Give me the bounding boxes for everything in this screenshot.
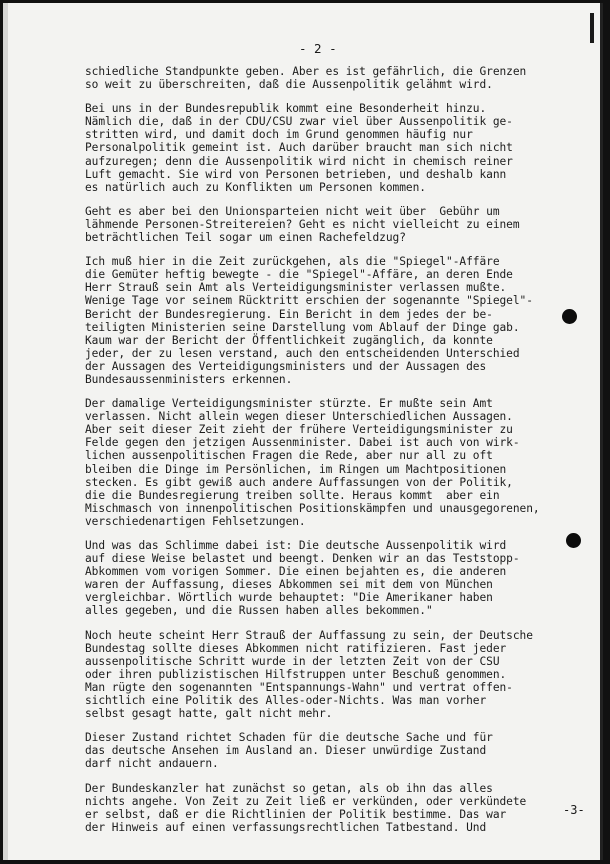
text-line: Mischmasch von innenpolitischen Positionskämpfen und unausgegorenen, (85, 501, 540, 515)
text-line: Und was das Schlimme dabei ist: Die deutsche Aussenpolitik wird (85, 539, 507, 552)
text-line: der Hinweis auf einen verfassungsrechtlichen Tatbestand. Und (85, 820, 487, 834)
document-page (3, 3, 603, 860)
paragraph (85, 782, 585, 834)
text-line: Bei uns in der Bundesrepublik kommt eine Besonderheit hinzu. (85, 102, 487, 116)
text-line: Kaum war der Bericht der Öffentlichkeit zugänglich, da konnte (85, 333, 493, 347)
text-line: Nämlich die, daß in der CDU/CSU zwar viel über Aussenpolitik ge- (85, 115, 513, 129)
text-line: auf diese Weise belastet und beengt. Denken wir an das Teststopp- (85, 552, 520, 566)
scan-edge-shadow (3, 3, 8, 860)
text-line: Wenige Tage vor seinem Rücktritt erschien der sogenannte "Spiegel"- (85, 294, 533, 308)
text-line: der Aussagen des Verteidigungsministers und der Aussagen des (85, 359, 487, 373)
text-line: jeder, der zu lesen verstand, auch den entscheidenden Unterschied (85, 346, 520, 360)
text-line: Felde gegen den jetzigen Aussenminister. Dabei ist auch von wirk- (85, 436, 520, 450)
text-line: lähmende Personen-Streitereien? Geht es nicht vielleicht zu einem (85, 217, 520, 231)
text-line: selbst gesagt hatte, galt nicht mehr. (85, 707, 333, 721)
text-line: Bericht der Bundesregierung. Ein Bericht in dem jedes der be- (85, 307, 493, 321)
text-line: stritten wird, und damit doch im Grund genommen häufig nur (85, 128, 473, 142)
text-line: Bundestag sollte dieses Abkommen nicht ratifizieren. Fast jeder (85, 641, 507, 655)
text-line: bleiben die Dinge im Persönlichen, im Ringen um Machtpositionen (85, 462, 507, 476)
scan-corner-mark (590, 13, 594, 43)
text-line: teiligten Ministerien seine Darstellung vom Ablauf der Dinge gab. (85, 320, 520, 334)
text-line: Geht es aber bei den Unionsparteien nicht weit über Gebühr um (85, 204, 500, 218)
text-line: das deutsche Ansehen im Ausland an. Dieser unwürdige Zustand (85, 744, 487, 758)
text-line: stecken. Es gibt gewiß auch andere Auffassungen von der Politik, (85, 475, 513, 489)
text-line: oder ihren publizistischen Hilfstruppen unter Beschuß genommen. (85, 667, 507, 681)
text-line: die die Bundesregierung treiben sollte. Heraus kommt aber ein (85, 488, 500, 502)
paragraph (85, 255, 585, 386)
text-line: Luft gemacht. Sie wird von Personen betrieben, und deshalb kann (85, 167, 507, 181)
paragraph (85, 102, 585, 194)
text-line: verlassen. Nicht allein wegen dieser Unterschiedlichen Aussagen. (85, 410, 513, 424)
text-line: Personalpolitik gemeint ist. Auch darüber braucht man sich nicht (85, 141, 513, 155)
paragraph (85, 205, 585, 244)
text-line: Bundesaussenministers erkennen. (85, 372, 293, 386)
text-line: lichen aussenpolitischen Fragen die Rede, aber nur all zu oft (85, 449, 493, 463)
text-line: er selbst, daß er die Richtlinien der Politik bestimme. Das war (85, 807, 507, 821)
text-line: waren der Auffassung, dieses Abkommen sei mit dem von München (85, 578, 493, 592)
text-line: Aber seit dieser Zeit zieht der frühere Verteidigungsminister zu (85, 423, 513, 437)
text-line: nichts angehe. Von Zeit zu Zeit ließ er verkünden, oder verkündete (85, 794, 527, 808)
punch-hole-lower (566, 533, 581, 548)
text-line: darf nicht andauern. (85, 757, 219, 771)
text-line: schiedliche Standpunkte geben. Aber es ist gefährlich, die Grenzen (85, 65, 527, 78)
text-line: Dieser Zustand richtet Schaden für die deutsche Sache und für (85, 731, 493, 745)
text-line: Noch heute scheint Herr Strauß der Auffassung zu sein, der Deutsche (85, 628, 533, 642)
text-line: vergleichbar. Wörtlich wurde behauptet: "Die Amerikaner haben (85, 591, 493, 605)
document-body (85, 65, 585, 845)
paragraph (85, 539, 585, 618)
text-line: Der Bundeskanzler hat zunächst so getan, als ob ihn das alles (85, 781, 493, 795)
text-line: es natürlich auch zu Konflikten um Personen kommen. (85, 180, 426, 194)
page-number-top: - 2 - (299, 41, 337, 56)
paragraph (85, 397, 585, 528)
text-line: sichtlich eine Politik des Alles-oder-Nichts. Was man vorher (85, 694, 487, 708)
text-line: beträchtlichen Teil sogar um einen Rachefeldzug? (85, 231, 406, 245)
page-number-bottom: -3- (563, 803, 585, 817)
text-line: Der damalige Verteidigungsminister stürzte. Er mußte sein Amt (85, 397, 493, 411)
punch-hole-upper (562, 309, 577, 324)
paragraph (85, 731, 585, 770)
text-line: aufzuregen; denn die Aussenpolitik wird nicht in chemisch reiner (85, 154, 513, 168)
text-line: verschiedenartigen Fehlsetzungen. (85, 514, 306, 528)
text-line: die Gemüter heftig bewegte - die "Spiegel"-Affäre, an deren Ende (85, 268, 513, 282)
text-line: Ich muß hier in die Zeit zurückgehen, als die "Spiegel"-Affäre (85, 255, 500, 269)
text-line: Herr Strauß sein Amt als Verteidigungsminister verlassen mußte. (85, 281, 507, 295)
text-line: so weit zu überschreiten, daß die Aussenpolitik gelähmt wird. (85, 78, 493, 92)
text-line: alles gegeben, und die Russen haben alles bekommen." (85, 604, 433, 618)
text-line: Man rügte den sogenannten "Entspannungs-Wahn" und vertrat offen- (85, 680, 513, 694)
paragraph (85, 65, 585, 91)
text-line: Abkommen vom vorigen Sommer. Die einen bejahten es, die anderen (85, 565, 507, 579)
text-line: aussenpolitische Schritt wurde in der letzten Zeit von der CSU (85, 654, 500, 668)
paragraph (85, 629, 585, 721)
